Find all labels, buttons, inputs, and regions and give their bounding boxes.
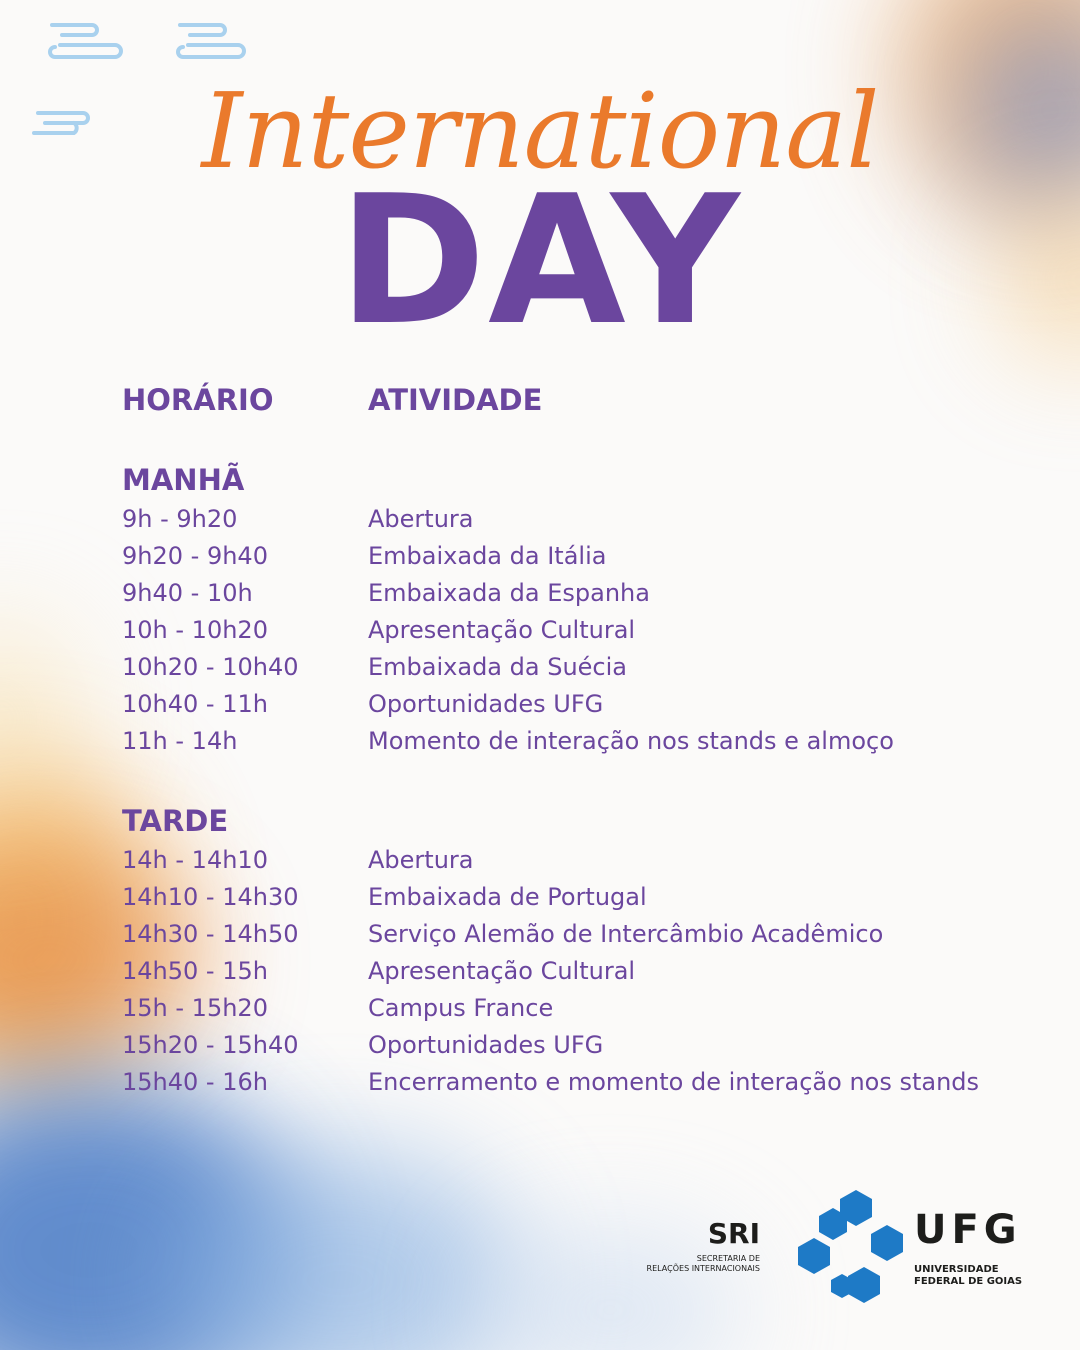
table-row (122, 1026, 1022, 1063)
row-time: 9h20 - 9h40 (122, 541, 268, 570)
afternoon-list (122, 841, 1022, 1100)
row-activity: Oportunidades UFG (368, 1030, 604, 1059)
row-time: 10h40 - 11h (122, 689, 268, 718)
title-international: International (201, 70, 879, 192)
row-time: 14h - 14h10 (122, 845, 268, 874)
row-time: 15h40 - 16h (122, 1067, 268, 1096)
row-activity: Embaixada da Espanha (368, 578, 650, 607)
row-time: 10h - 10h20 (122, 615, 268, 644)
row-activity: Oportunidades UFG (368, 689, 604, 718)
row-activity: Embaixada de Portugal (368, 882, 647, 911)
row-activity: Momento de interação nos stands e almoço (368, 726, 894, 755)
ufg-hexagon-icon (796, 1188, 908, 1306)
row-time: 10h20 - 10h40 (122, 652, 299, 681)
row-activity: Encerramento e momento de interação nos stands (368, 1067, 980, 1096)
row-time: 9h40 - 10h (122, 578, 253, 607)
section-morning: MANHÃ (122, 463, 245, 497)
row-activity: Serviço Alemão de Intercâmbio Acadêmico (368, 919, 884, 948)
table-row (122, 722, 1022, 759)
section-afternoon: TARDE (122, 804, 229, 838)
header-time: HORÁRIO (122, 383, 274, 417)
row-time: 15h20 - 15h40 (122, 1030, 299, 1059)
row-activity: Abertura (368, 504, 474, 533)
row-activity: Apresentação Cultural (368, 615, 636, 644)
ufg-logo-text (914, 1207, 1023, 1288)
row-time: 14h30 - 14h50 (122, 919, 299, 948)
row-activity: Apresentação Cultural (368, 956, 636, 985)
title-day: DAY (338, 157, 742, 364)
row-activity: Embaixada da Suécia (368, 652, 627, 681)
sri-logo (630, 1217, 760, 1274)
sri-line1: SECRETARIA DE (696, 1254, 760, 1263)
table-row (122, 989, 1022, 1026)
table-row (122, 500, 1022, 537)
table-row (122, 952, 1022, 989)
table-row (122, 685, 1022, 722)
footer-logos (630, 1188, 1050, 1313)
table-row (122, 648, 1022, 685)
row-time: 14h10 - 14h30 (122, 882, 299, 911)
table-row (122, 611, 1022, 648)
table-header (122, 378, 1022, 422)
schedule-table (122, 378, 1022, 1100)
ufg-line2: FEDERAL DE GOIAS (914, 1276, 1023, 1287)
table-row (122, 878, 1022, 915)
table-row (122, 1063, 1022, 1100)
sri-line2: RELAÇÕES INTERNACIONAIS (646, 1264, 760, 1273)
row-time: 9h - 9h20 (122, 504, 238, 533)
ufg-acronym: UFG (914, 1207, 1022, 1253)
row-activity: Abertura (368, 845, 474, 874)
row-activity: Campus France (368, 993, 554, 1022)
table-row (122, 574, 1022, 611)
morning-list (122, 500, 1022, 759)
row-time: 11h - 14h (122, 726, 238, 755)
row-activity: Embaixada da Itália (368, 541, 607, 570)
table-row (122, 915, 1022, 952)
sri-acronym: SRI (707, 1217, 760, 1250)
table-row (122, 537, 1022, 574)
header-activity: ATIVIDADE (368, 383, 543, 417)
row-time: 14h50 - 15h (122, 956, 268, 985)
ufg-line1: UNIVERSIDADE (914, 1264, 999, 1275)
row-time: 15h - 15h20 (122, 993, 268, 1022)
table-row (122, 841, 1022, 878)
